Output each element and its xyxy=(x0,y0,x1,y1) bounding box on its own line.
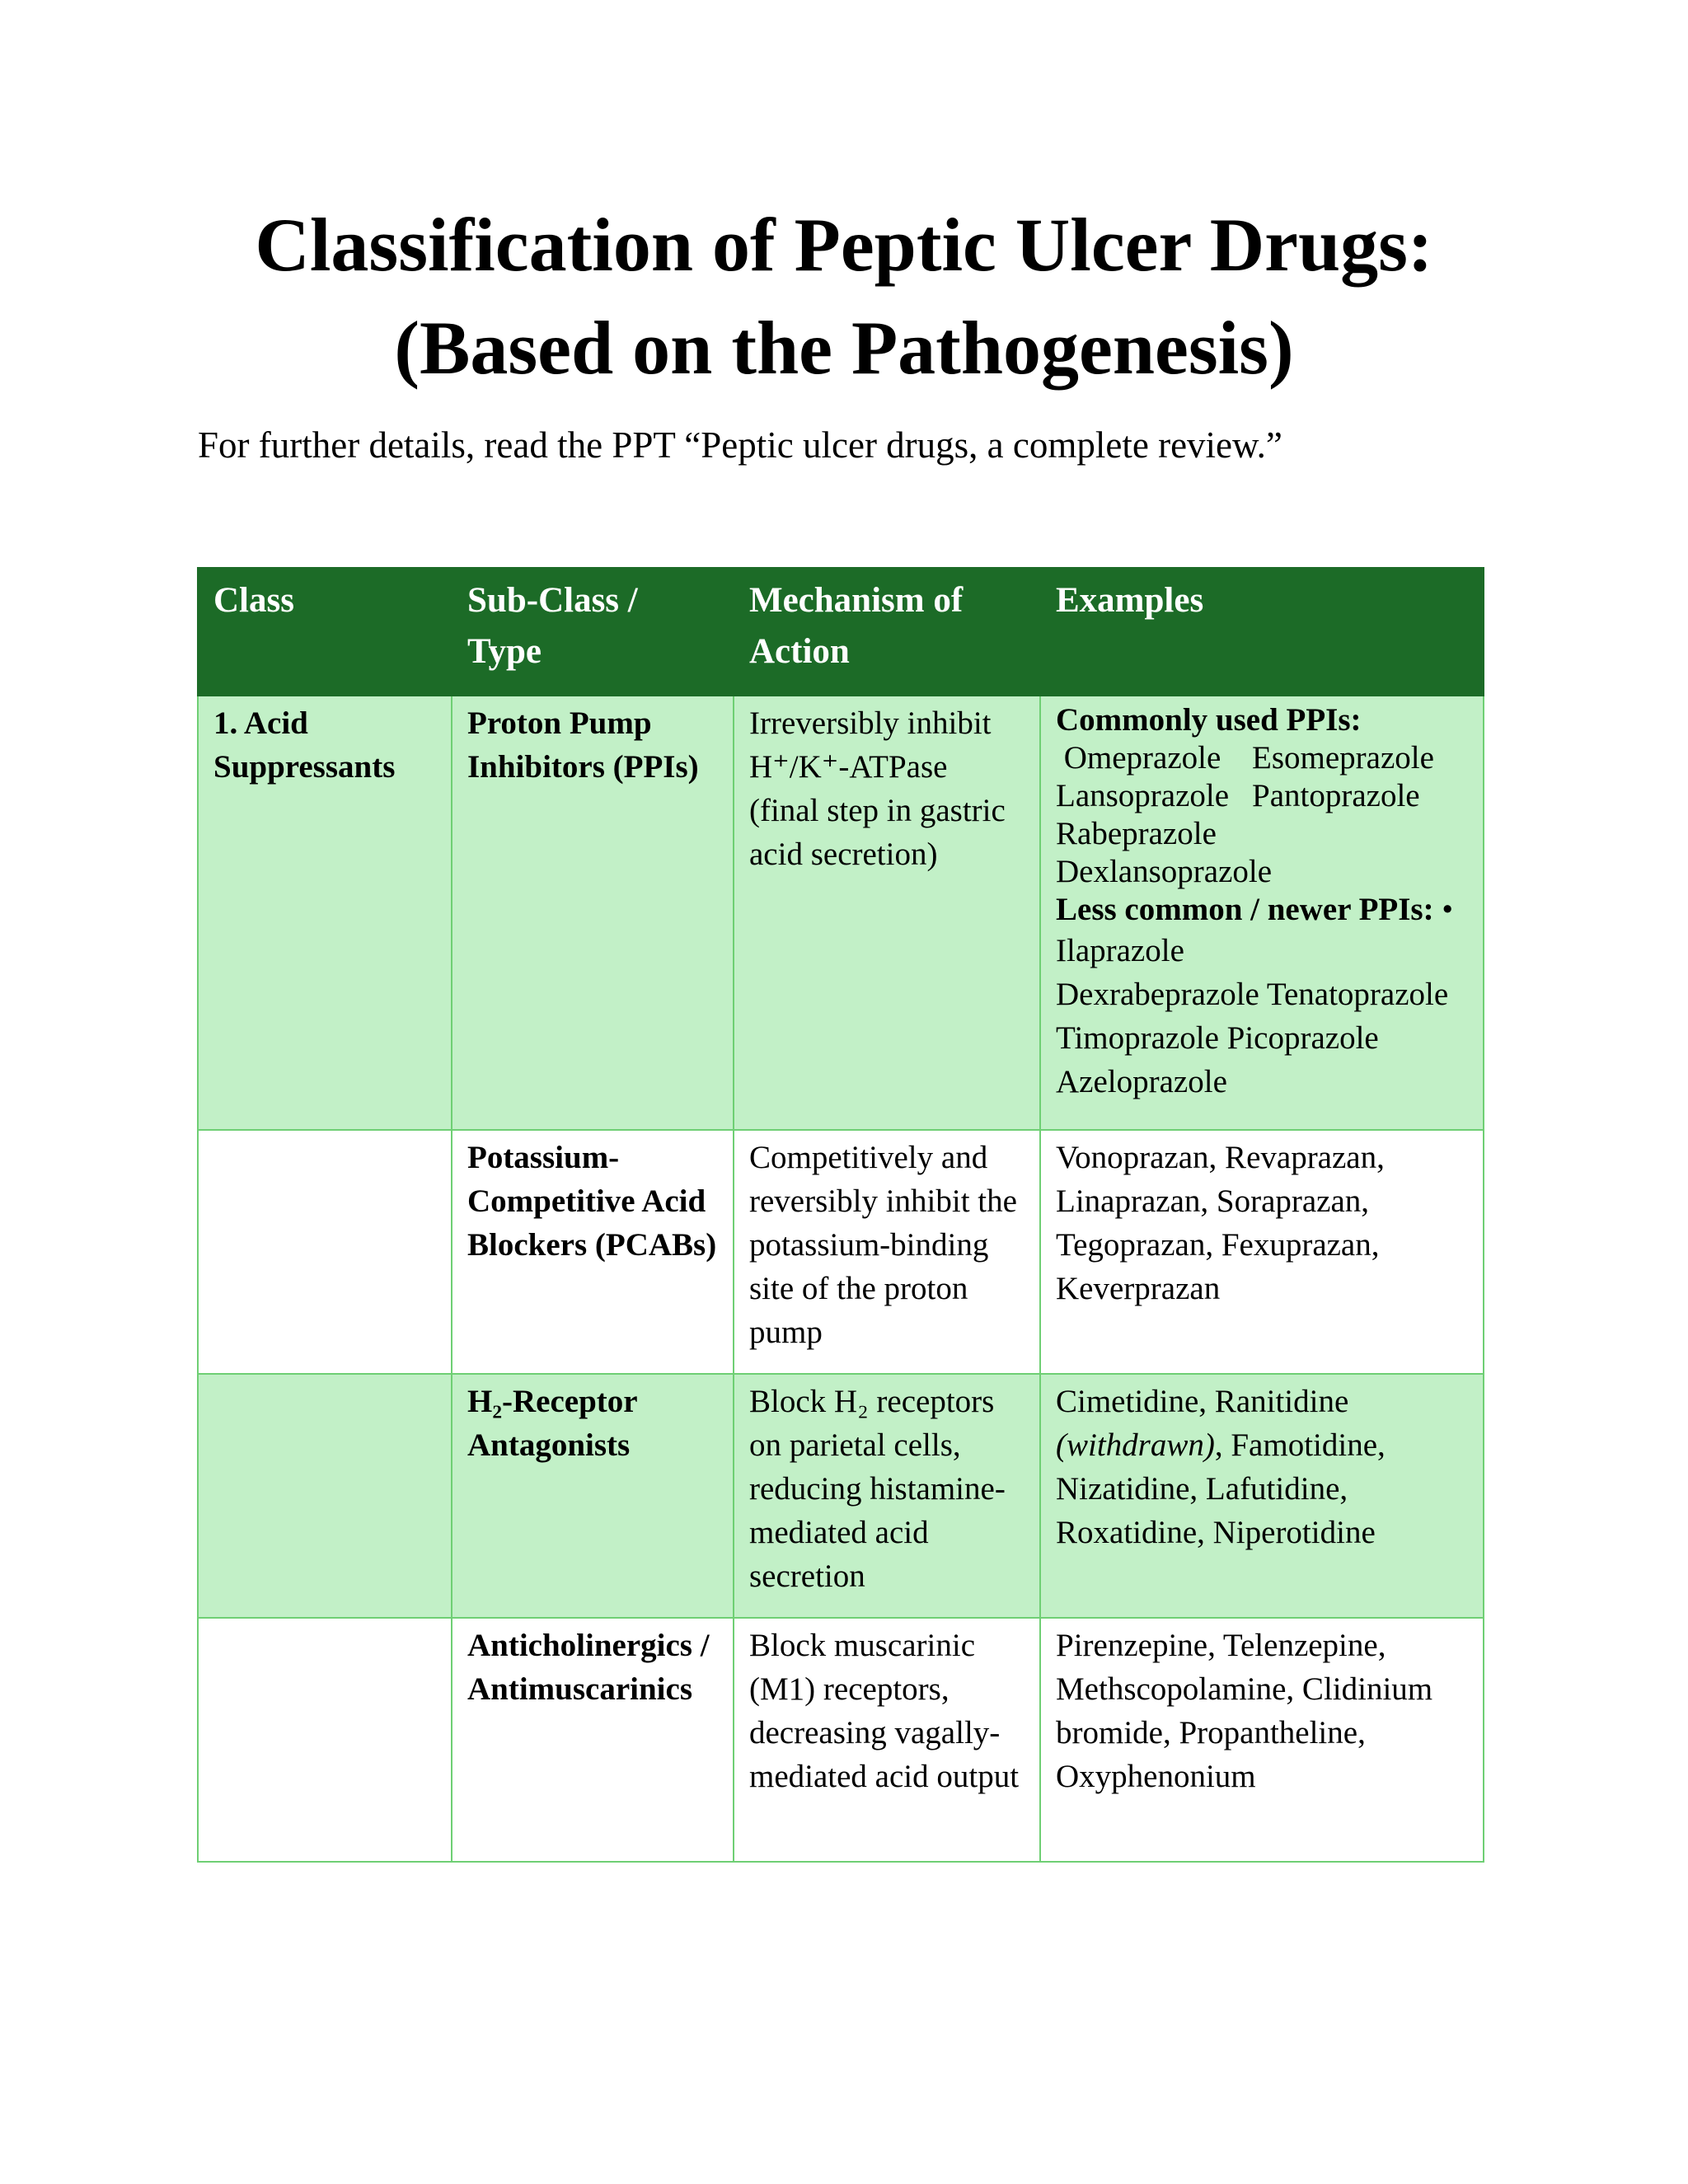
table-row xyxy=(198,696,1484,1130)
examples-text: , Famotidine, Nizatidine, Lafutidine, Roxatidine, Niperotidine xyxy=(1056,1427,1386,1550)
mechanism-cell: Irreversibly inhibit H⁺/K⁺-ATPase (final step in gastric acid secretion) xyxy=(734,696,1040,1130)
ppi-list-row xyxy=(1056,853,1468,891)
drug-name: Lansoprazole xyxy=(1056,778,1230,813)
header-subclass: Sub-Class / Type xyxy=(452,568,734,696)
drug-name: Esomeprazole xyxy=(1252,740,1434,776)
page-title xyxy=(0,194,1688,400)
header-class: Class xyxy=(198,568,452,696)
subtitle-note: For further details, read the PPT “Peptic ulcer drugs, a complete review.” xyxy=(198,424,1282,466)
class-cell xyxy=(198,1374,452,1618)
class-cell xyxy=(198,1618,452,1862)
drug-name: Pantoprazole xyxy=(1252,778,1420,813)
newer-ppis-heading-line xyxy=(1056,891,1468,929)
subclass-cell: H₂-Receptor Antagonists xyxy=(452,1374,734,1618)
examples-cell: Vonoprazan, Revaprazan, Linaprazan, Soraprazan, Tegoprazan, Fexuprazan, Keverprazan xyxy=(1040,1130,1484,1374)
drug-line: Azeloprazole xyxy=(1056,1064,1227,1099)
examples-cell xyxy=(1040,696,1484,1130)
drug-name: Rabeprazole xyxy=(1056,816,1217,851)
header-mechanism: Mechanism of Action xyxy=(734,568,1040,696)
subclass-cell: Proton Pump Inhibitors (PPIs) xyxy=(452,696,734,1130)
examples-text: Cimetidine, Ranitidine xyxy=(1056,1384,1349,1419)
subclass-cell: Potassium-Competitive Acid Blockers (PCABs) xyxy=(452,1130,734,1374)
drug-classification-table xyxy=(197,567,1484,1863)
newer-ppis-heading: Less common / newer PPIs: xyxy=(1056,892,1434,927)
drug-name: Dexlansoprazole xyxy=(1056,854,1273,889)
ppi-list-row xyxy=(1056,815,1468,853)
ppi-list-row xyxy=(1056,777,1468,815)
drug-name: Omeprazole xyxy=(1056,740,1221,776)
mechanism-cell: Competitively and reversibly inhibit the potassium-binding site of the proton pump xyxy=(734,1130,1040,1374)
title-line-1: Classification of Peptic Ulcer Drugs: xyxy=(255,203,1433,287)
drug-line: Ilaprazole xyxy=(1056,933,1184,968)
table-row xyxy=(198,1130,1484,1374)
bullet-glyph: • xyxy=(1433,892,1453,927)
drug-line: Dexrabeprazole Tenatoprazole xyxy=(1056,977,1449,1012)
mechanism-cell: Block muscarinic (M1) receptors, decreasing vagally-mediated acid output xyxy=(734,1618,1040,1862)
mechanism-cell: Block H₂ receptors on parietal cells, reducing histamine-mediated acid secretion xyxy=(734,1374,1040,1618)
subclass-cell: Anticholinergics / Antimuscarinics xyxy=(452,1618,734,1862)
table-row xyxy=(198,1618,1484,1862)
examples-cell: Pirenzepine, Telenzepine, Methscopolamine, Clidinium bromide, Propantheline, Oxyphenonium xyxy=(1040,1618,1484,1862)
examples-cell xyxy=(1040,1374,1484,1618)
class-cell xyxy=(198,1130,452,1374)
withdrawn-note: (withdrawn) xyxy=(1056,1427,1215,1463)
class-cell: 1. Acid Suppressants xyxy=(198,696,452,1130)
drug-line: Timoprazole Picoprazole xyxy=(1056,1020,1379,1056)
common-ppis-heading: Commonly used PPIs: xyxy=(1056,702,1362,738)
header-examples: Examples xyxy=(1040,568,1484,696)
ppi-list-row xyxy=(1056,739,1468,777)
title-line-2: (Based on the Pathogenesis) xyxy=(394,306,1294,390)
table-row xyxy=(198,1374,1484,1618)
table-header-row xyxy=(198,568,1484,696)
